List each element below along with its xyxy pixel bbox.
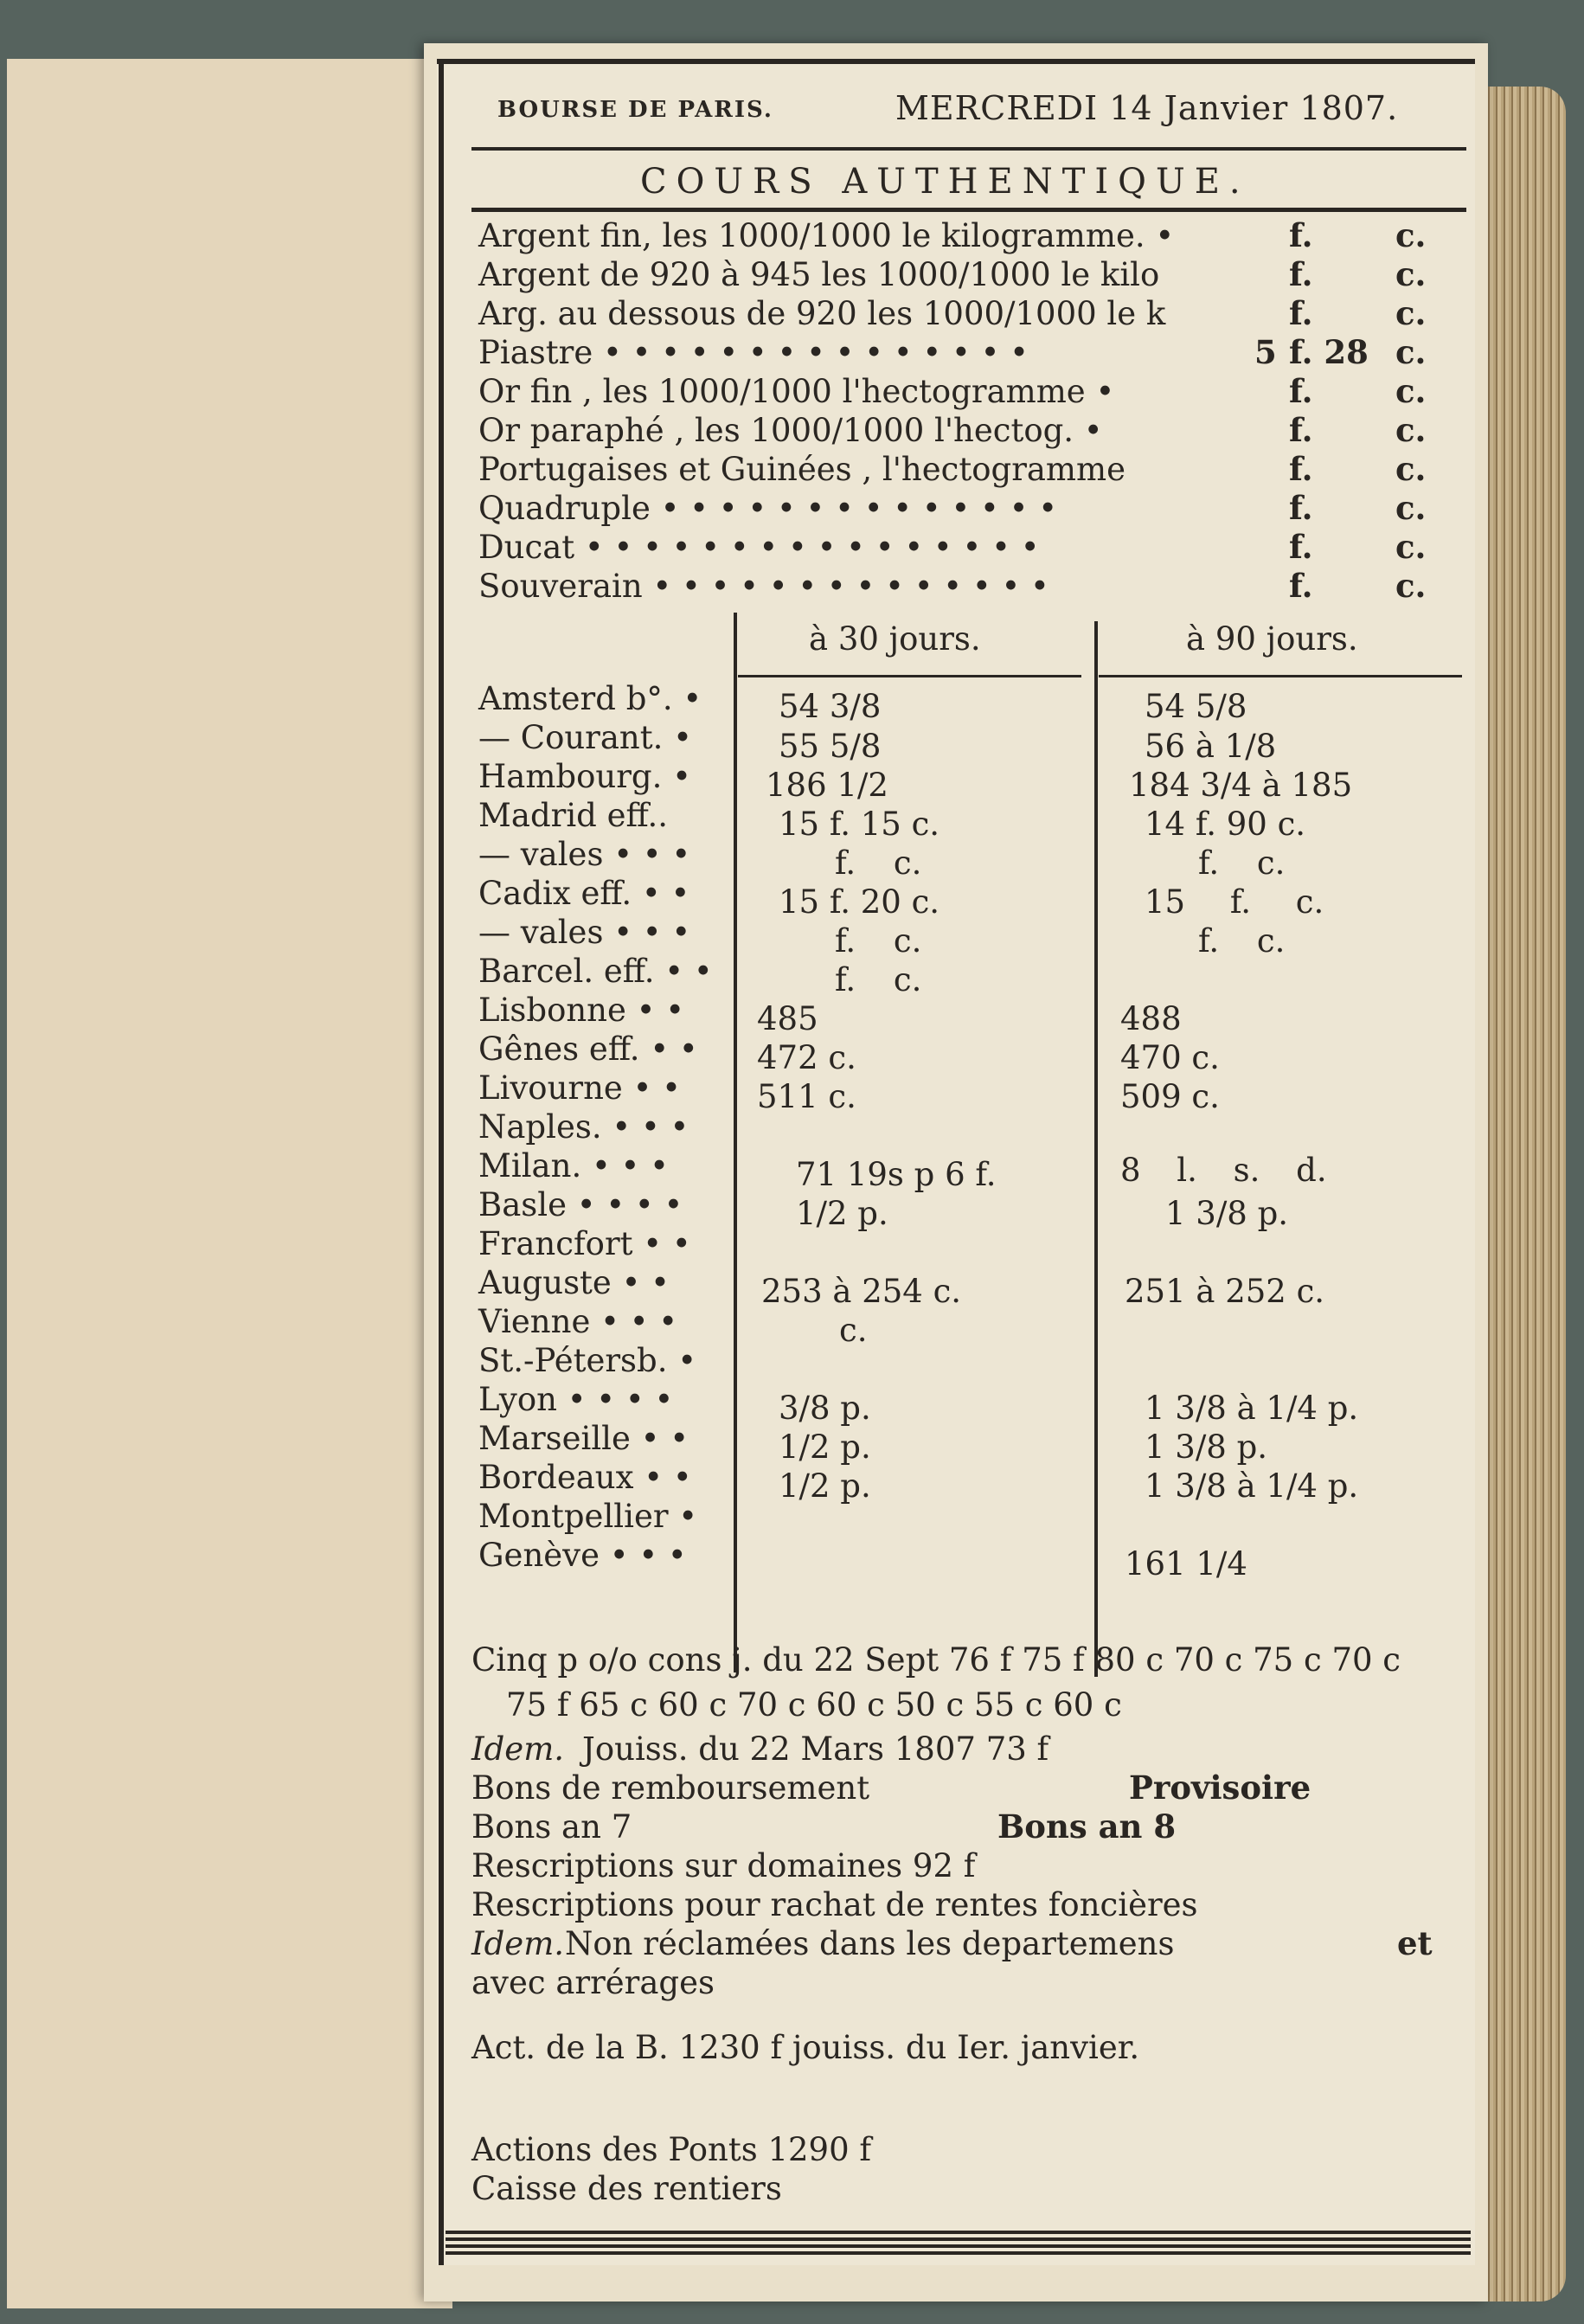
metal-label: Arg. au dessous de 920 les 1000/1000 le k [478,295,1166,332]
metal-f: f. [1289,567,1313,605]
idem-text: Jouiss. du 22 Mars 1807 73 f [582,1730,1049,1768]
provisoire: Provisoire [1129,1769,1311,1807]
exchange-90: 8 l. s. d. [1120,1152,1327,1189]
exchange-place: Gênes eff. • • [478,1030,698,1068]
exchange-30: 485 [757,1000,818,1037]
exchange-place: Genève • • • [478,1537,687,1574]
metal-value: 5 [1254,333,1277,371]
act-banque: Act. de la B. 1230 f jouiss. du Ier. janvier. [471,2029,1140,2066]
metal-f: f. 28 [1289,333,1369,371]
metal-f: f. [1289,489,1313,527]
exchange-90: 1 3/8 à 1/4 p. [1145,1390,1359,1427]
title-rule [471,208,1466,212]
exchange-place: Francfort • • [478,1225,691,1262]
page-title: COURS AUTHENTIQUE. [640,162,1250,202]
metal-c: c. [1395,528,1427,566]
exchange-90: 161 1/4 [1125,1545,1247,1583]
exchange-place: Lisbonne • • [478,992,685,1029]
metal-label: Argent de 920 à 945 les 1000/1000 le kilo [478,256,1160,293]
exchange-place: Amsterd b°. • [478,680,702,717]
metal-label: Argent fin, les 1000/1000 le kilogramme. • [478,217,1175,254]
metal-f: f. [1289,216,1313,254]
exchange-place: Cadix eff. • • [478,875,690,912]
caisse-rentiers: Caisse des rentiers [471,2170,782,2207]
exchange-place: — vales • • • [478,914,691,951]
exchange-place: Auguste • • [478,1264,670,1301]
exchange-place: Montpellier • [478,1498,698,1535]
metal-c: c. [1395,567,1427,605]
exchange-90: 509 c. [1120,1078,1220,1115]
exchange-90: 184 3/4 à 185 [1129,767,1353,804]
exchange-place: Hambourg. • [478,758,691,795]
exchange-90: 251 à 252 c. [1125,1273,1325,1310]
bourse-heading: BOURSE DE PARIS. [497,97,773,123]
exchange-90: 470 c. [1120,1039,1220,1076]
frame-top-rule [437,59,1475,64]
idem2-label: Idem. [471,1925,565,1962]
col30-header: à 30 jours. [809,620,981,658]
rescriptions-domaines: Rescriptions sur domaines 92 f [471,1847,976,1884]
frame-bottom-rules [446,2231,1471,2257]
col90-underline [1099,675,1462,677]
exchange-30: 472 c. [757,1039,856,1076]
exchange-30: 3/8 p. [779,1390,871,1427]
exchange-place: Milan. • • • [478,1147,669,1184]
exchange-place: Livourne • • [478,1069,681,1107]
metal-label: Portugaises et Guinées , l'hectogramme [478,451,1126,488]
col90-header: à 90 jours. [1186,620,1358,658]
exchange-90: f. c. [1198,844,1286,882]
metal-label: Piastre • • • • • • • • • • • • • • • [478,334,1029,371]
exchange-place: St.-Pétersb. • [478,1342,697,1379]
exchange-30: 15 f. 20 c. [779,883,940,921]
metal-f: f. [1289,450,1313,488]
idem-label: Idem. [471,1730,565,1768]
exchange-30: f. c. [835,922,922,960]
exchange-90: 1 3/8 p. [1165,1195,1289,1232]
exchange-30: 1/2 p. [796,1195,888,1232]
frame-left-rule [439,59,444,2265]
metal-c: c. [1395,372,1427,410]
left-blank-page [7,59,452,2308]
exchange-30: 15 f. 15 c. [779,806,940,843]
metal-f: f. [1289,528,1313,566]
rescriptions-rachat: Rescriptions pour rachat de rentes foncières [471,1886,1198,1923]
exchange-90: 1 3/8 p. [1145,1428,1268,1466]
exchange-30: 55 5/8 [779,728,882,765]
price-sheet [437,59,1475,2265]
exchange-30: 1/2 p. [779,1428,871,1466]
metal-f: f. [1289,255,1313,293]
exchange-place: — vales • • • [478,836,691,873]
cinq-line-1: Cinq p o/o cons j. du 22 Sept 76 f 75 f 80 c 70 c 75 c 70 c [471,1641,1401,1679]
metal-f: f. [1289,294,1313,332]
metal-label: Ducat • • • • • • • • • • • • • • • • [478,529,1040,566]
bons-an-7: Bons an 7 [471,1808,632,1846]
idem2-text: Non réclamées dans les departemens [565,1925,1175,1962]
exchange-divider-left [734,613,737,1672]
metal-f: f. [1289,411,1313,449]
exchange-30: 511 c. [757,1078,856,1115]
et-text: et [1397,1924,1433,1962]
metal-c: c. [1395,489,1427,527]
metal-f: f. [1289,372,1313,410]
exchange-place: Bordeaux • • [478,1459,692,1496]
metal-c: c. [1395,450,1427,488]
metal-c: c. [1395,255,1427,293]
metal-c: c. [1395,411,1427,449]
exchange-30: 253 à 254 c. [761,1273,962,1310]
metal-label: Souverain • • • • • • • • • • • • • • [478,568,1049,605]
actions-ponts: Actions des Ponts 1290 f [471,2131,872,2168]
bons-an-8: Bons an 8 [997,1807,1177,1846]
exchange-30: 186 1/2 [766,767,888,804]
header-rule [471,147,1466,151]
exchange-place: Barcel. eff. • • [478,953,713,990]
exchange-30: f. c. [835,961,922,998]
col30-underline [738,675,1081,677]
metal-c: c. [1395,333,1427,371]
metal-c: c. [1395,294,1427,332]
exchange-place: Vienne • • • [478,1303,678,1340]
exchange-divider-right [1094,621,1098,1677]
exchange-30: 71 19s p 6 f. [796,1156,997,1193]
cinq-line-2: 75 f 65 c 60 c 70 c 60 c 50 c 55 c 60 c [506,1686,1122,1724]
metal-c: c. [1395,216,1427,254]
exchange-place: Madrid eff.. [478,797,668,834]
exchange-90: 54 5/8 [1145,688,1247,725]
exchange-place: Basle • • • • [478,1186,683,1223]
exchange-place: — Courant. • [478,719,692,756]
exchange-30: 54 3/8 [779,688,882,725]
metal-label: Quadruple • • • • • • • • • • • • • • [478,490,1058,527]
bons-remboursement: Bons de remboursement [471,1769,870,1807]
exchange-90: 15 f. c. [1145,883,1324,921]
exchange-90: 488 [1120,1000,1182,1037]
exchange-30: c. [839,1312,868,1349]
exchange-90: 1 3/8 à 1/4 p. [1145,1467,1359,1505]
date-heading: MERCREDI 14 Janvier 1807. [895,89,1399,127]
arrerages: avec arrérages [471,1964,715,2001]
exchange-place: Marseille • • [478,1420,689,1457]
exchange-90: 14 f. 90 c. [1145,806,1306,843]
exchange-place: Lyon • • • • [478,1381,674,1418]
metal-label: Or paraphé , les 1000/1000 l'hectog. • [478,412,1103,449]
exchange-90: f. c. [1198,922,1286,960]
exchange-30: f. c. [835,844,922,882]
exchange-90: 56 à 1/8 [1145,728,1277,765]
exchange-30: 1/2 p. [779,1467,871,1505]
metal-label: Or fin , les 1000/1000 l'hectogramme • [478,373,1115,410]
exchange-place: Naples. • • • [478,1108,689,1146]
